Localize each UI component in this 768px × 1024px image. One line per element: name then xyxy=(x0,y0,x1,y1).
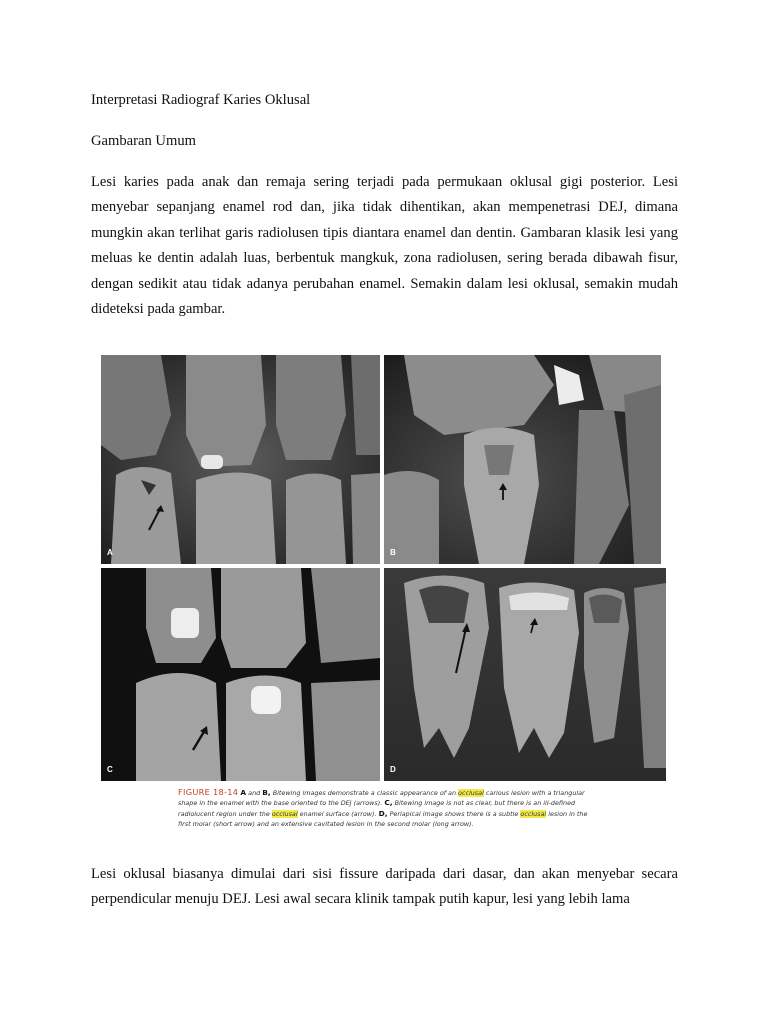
periapical-image-d xyxy=(384,568,666,781)
radiograph-figure xyxy=(101,355,666,783)
radiograph-panel-b xyxy=(384,355,661,564)
radiograph-panel-a xyxy=(101,355,380,564)
paragraph-1: Lesi karies pada anak dan remaja sering terjadi pada permukaan oklusal gigi posterior. Lesi menyebar sepanjang enamel rod dan, jika tidak dihentikan, akan mempenetrasi DEJ, dimana mungkin akan terlihat garis radiolusen tipis diantara enamel dan dentin. Gambaran klasik lesi yang meluas ke dentin adalah luas, berbentuk mangkuk, zona radiolusen, sering berada dibawah fisur, dengan sedikit atau tidak adanya perubahan enamel. Semakin dalam lesi oklusal, semakin mudah dideteksi pada gambar. xyxy=(91,174,678,318)
panel-label-b: B xyxy=(390,548,396,557)
document-title: Interpretasi Radiograf Karies Oklusal xyxy=(91,92,311,108)
panel-label-c: C xyxy=(107,765,113,774)
section-heading: Gambaran Umum xyxy=(91,133,196,149)
radiograph-panel-c xyxy=(101,568,380,781)
panel-label-a: A xyxy=(107,548,113,557)
paragraph-2: Lesi oklusal biasanya dimulai dari sisi fissure daripada dari dasar, dan akan menyebar secara perpendicular menuju DEJ. Lesi awal secara klinik tampak putih kapur, lesi yang lebih lama xyxy=(91,866,678,908)
bitewing-image-b xyxy=(384,355,661,564)
figure-caption: FIGURE 18-14 A and B, Bitewing images demonstrate a classic appearance of an occlusal carious lesion with a triangular shape in the enamel with the base oriented to the DEJ (arrows). C, Bitewing image is not as clear, but there is an ill-defined radiolucent region under the occlusal enamel surface (arrow). D, Periapical image shows there is a subtle occlusal lesion in the first molar (short arrow) and an extensive cavitated lesion in the second molar (long arrow). xyxy=(178,787,588,828)
bitewing-image-a xyxy=(101,355,380,564)
figure-number: FIGURE 18-14 xyxy=(178,787,239,797)
panel-label-d: D xyxy=(390,765,396,774)
bitewing-image-c xyxy=(101,568,380,781)
radiograph-panel-d xyxy=(384,568,666,781)
